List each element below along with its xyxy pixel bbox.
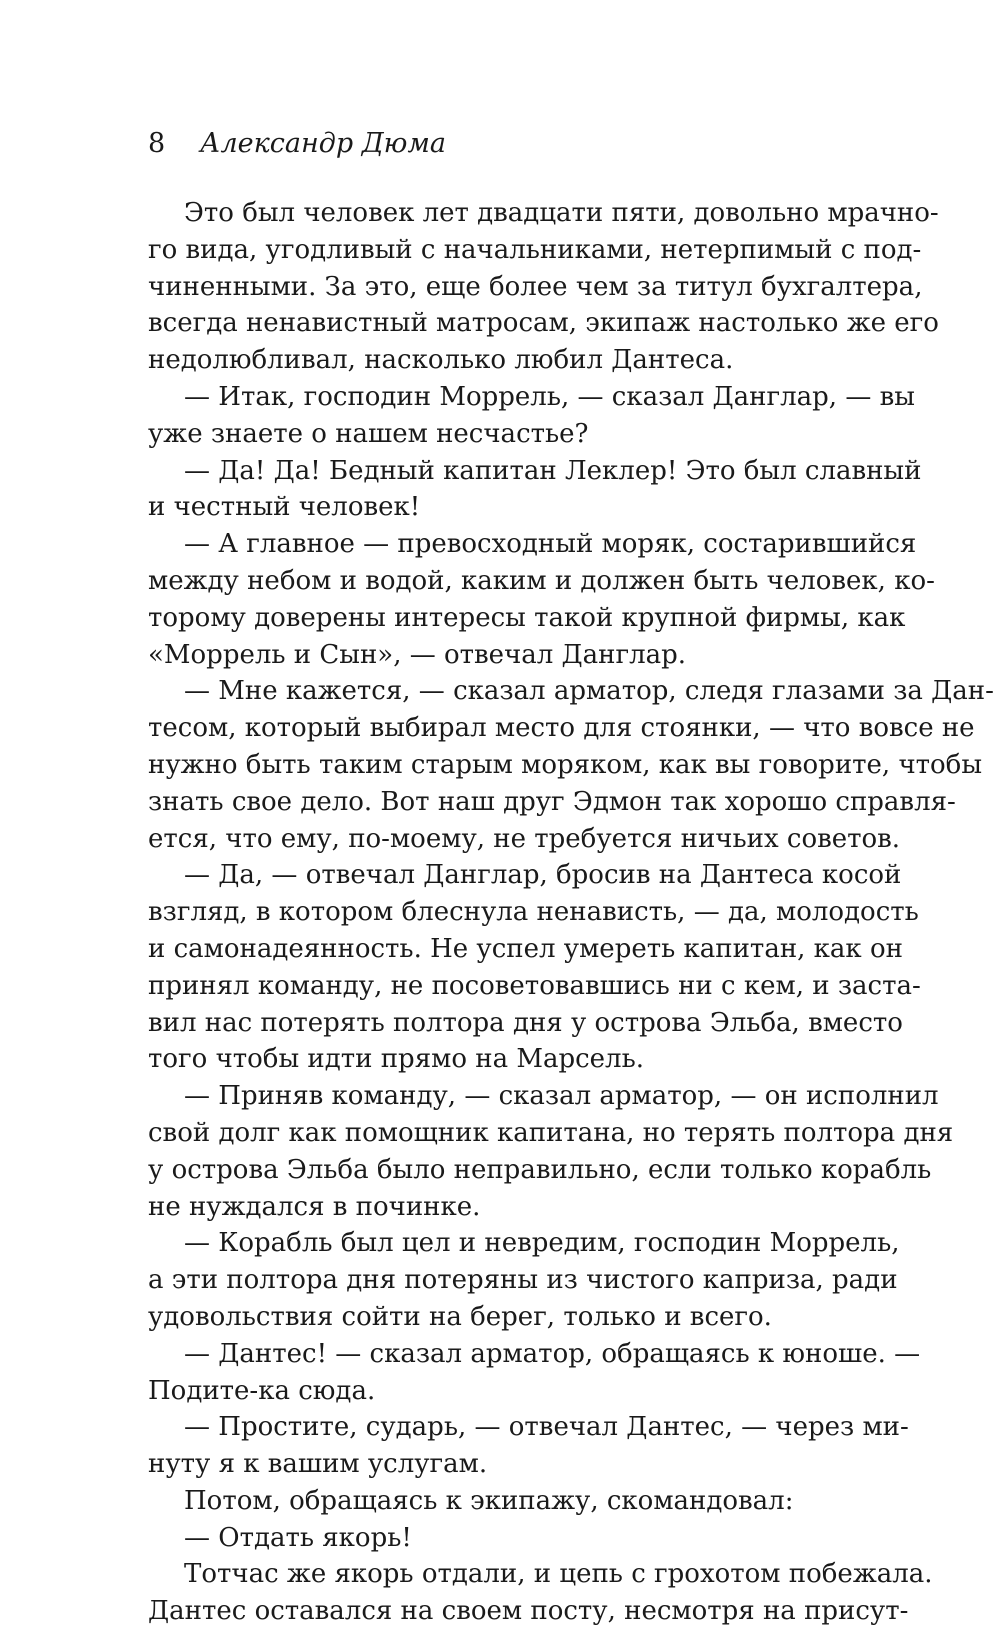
text-line: го вида, угодливый с начальниками, нетерпимый с под-: [148, 234, 922, 265]
text-line: удовольствия сойти на берег, только и всего.: [148, 1301, 772, 1332]
text-line: Потом, обращаясь к экипажу, скомандовал:: [184, 1485, 794, 1516]
text-line: у острова Эльба было неправильно, если только корабль: [148, 1154, 932, 1185]
body-text: [148, 195, 994, 1630]
text-line: не нуждался в починке.: [148, 1191, 481, 1222]
text-line: и самонадеянность. Не успел умереть капитан, как он: [148, 933, 903, 964]
text-line: — А главное — превосходный моряк, состарившийся: [184, 529, 917, 560]
text-line: Это был человек лет двадцати пяти, довольно мрачно-: [184, 198, 939, 228]
text-line: — Отдать якорь!: [184, 1522, 412, 1553]
text-line: знать свое дело. Вот наш друг Эдмон так хорошо справля-: [148, 786, 956, 817]
text-line: — Простите, сударь, — отвечал Дантес, — через ми-: [184, 1412, 909, 1443]
text-line: — Корабль был цел и невредим, господин Моррель,: [184, 1228, 900, 1259]
page-number: 8: [148, 128, 166, 159]
text-line: недолюбливал, насколько любил Дантеса.: [148, 345, 734, 376]
text-line: «Моррель и Сын», — отвечал Данглар.: [148, 639, 687, 670]
text-line: а эти полтора дня потеряны из чистого каприза, ради: [148, 1265, 898, 1296]
text-line: Тотчас же якорь отдали, и цепь с грохотом побежала.: [184, 1559, 933, 1590]
text-line: — Да, — отвечал Данглар, бросив на Дантеса косой: [184, 860, 902, 891]
text-line: Подите-ка сюда.: [148, 1375, 376, 1406]
text-line: всегда ненавистный матросам, экипаж настолько же его: [148, 308, 939, 339]
text-line: принял команду, не посоветовавшись ни с кем, и заста-: [148, 970, 921, 1001]
text-line: ется, что ему, по-моему, не требуется ничьих советов.: [148, 823, 901, 854]
text-line: — Мне кажется, — сказал арматор, следя глазами за Дан-: [184, 676, 994, 707]
text-line: — Итак, господин Моррель, — сказал Данглар, — вы: [184, 381, 915, 412]
text-line: свой долг как помощник капитана, но терять полтора дня: [148, 1117, 954, 1148]
text-line: — Дантес! — сказал арматор, обращаясь к юноше. —: [184, 1338, 921, 1369]
text-line: и честный человек!: [148, 492, 421, 523]
text-line: уже знаете о нашем несчастье?: [148, 418, 589, 449]
text-line: вил нас потерять полтора дня у острова Эльба, вместо: [148, 1007, 903, 1038]
text-line: того чтобы идти прямо на Марсель.: [148, 1044, 644, 1075]
text-line: — Приняв команду, — сказал арматор, — он исполнил: [184, 1081, 939, 1112]
text-line: торому доверены интересы такой крупной фирмы, как: [148, 602, 906, 633]
author-name: Александр Дюма: [200, 128, 446, 159]
text-line: нуту я к вашим услугам.: [148, 1449, 488, 1480]
text-line: взгляд, в котором блеснула ненависть, — да, молодость: [148, 897, 919, 928]
text-line: чиненными. За это, еще более чем за титул бухгалтера,: [148, 271, 923, 302]
text-line: — Да! Да! Бедный капитан Леклер! Это был славный: [184, 455, 922, 486]
text-line: между небом и водой, каким и должен быть человек, ко-: [148, 565, 935, 596]
text-line: нужно быть таким старым моряком, как вы говорите, чтобы: [148, 749, 983, 780]
text-line: Дантес оставался на своем посту, несмотря на присут-: [148, 1596, 909, 1627]
running-head: [148, 124, 446, 164]
text-line: тесом, который выбирал место для стоянки, — что вовсе не: [148, 713, 975, 744]
